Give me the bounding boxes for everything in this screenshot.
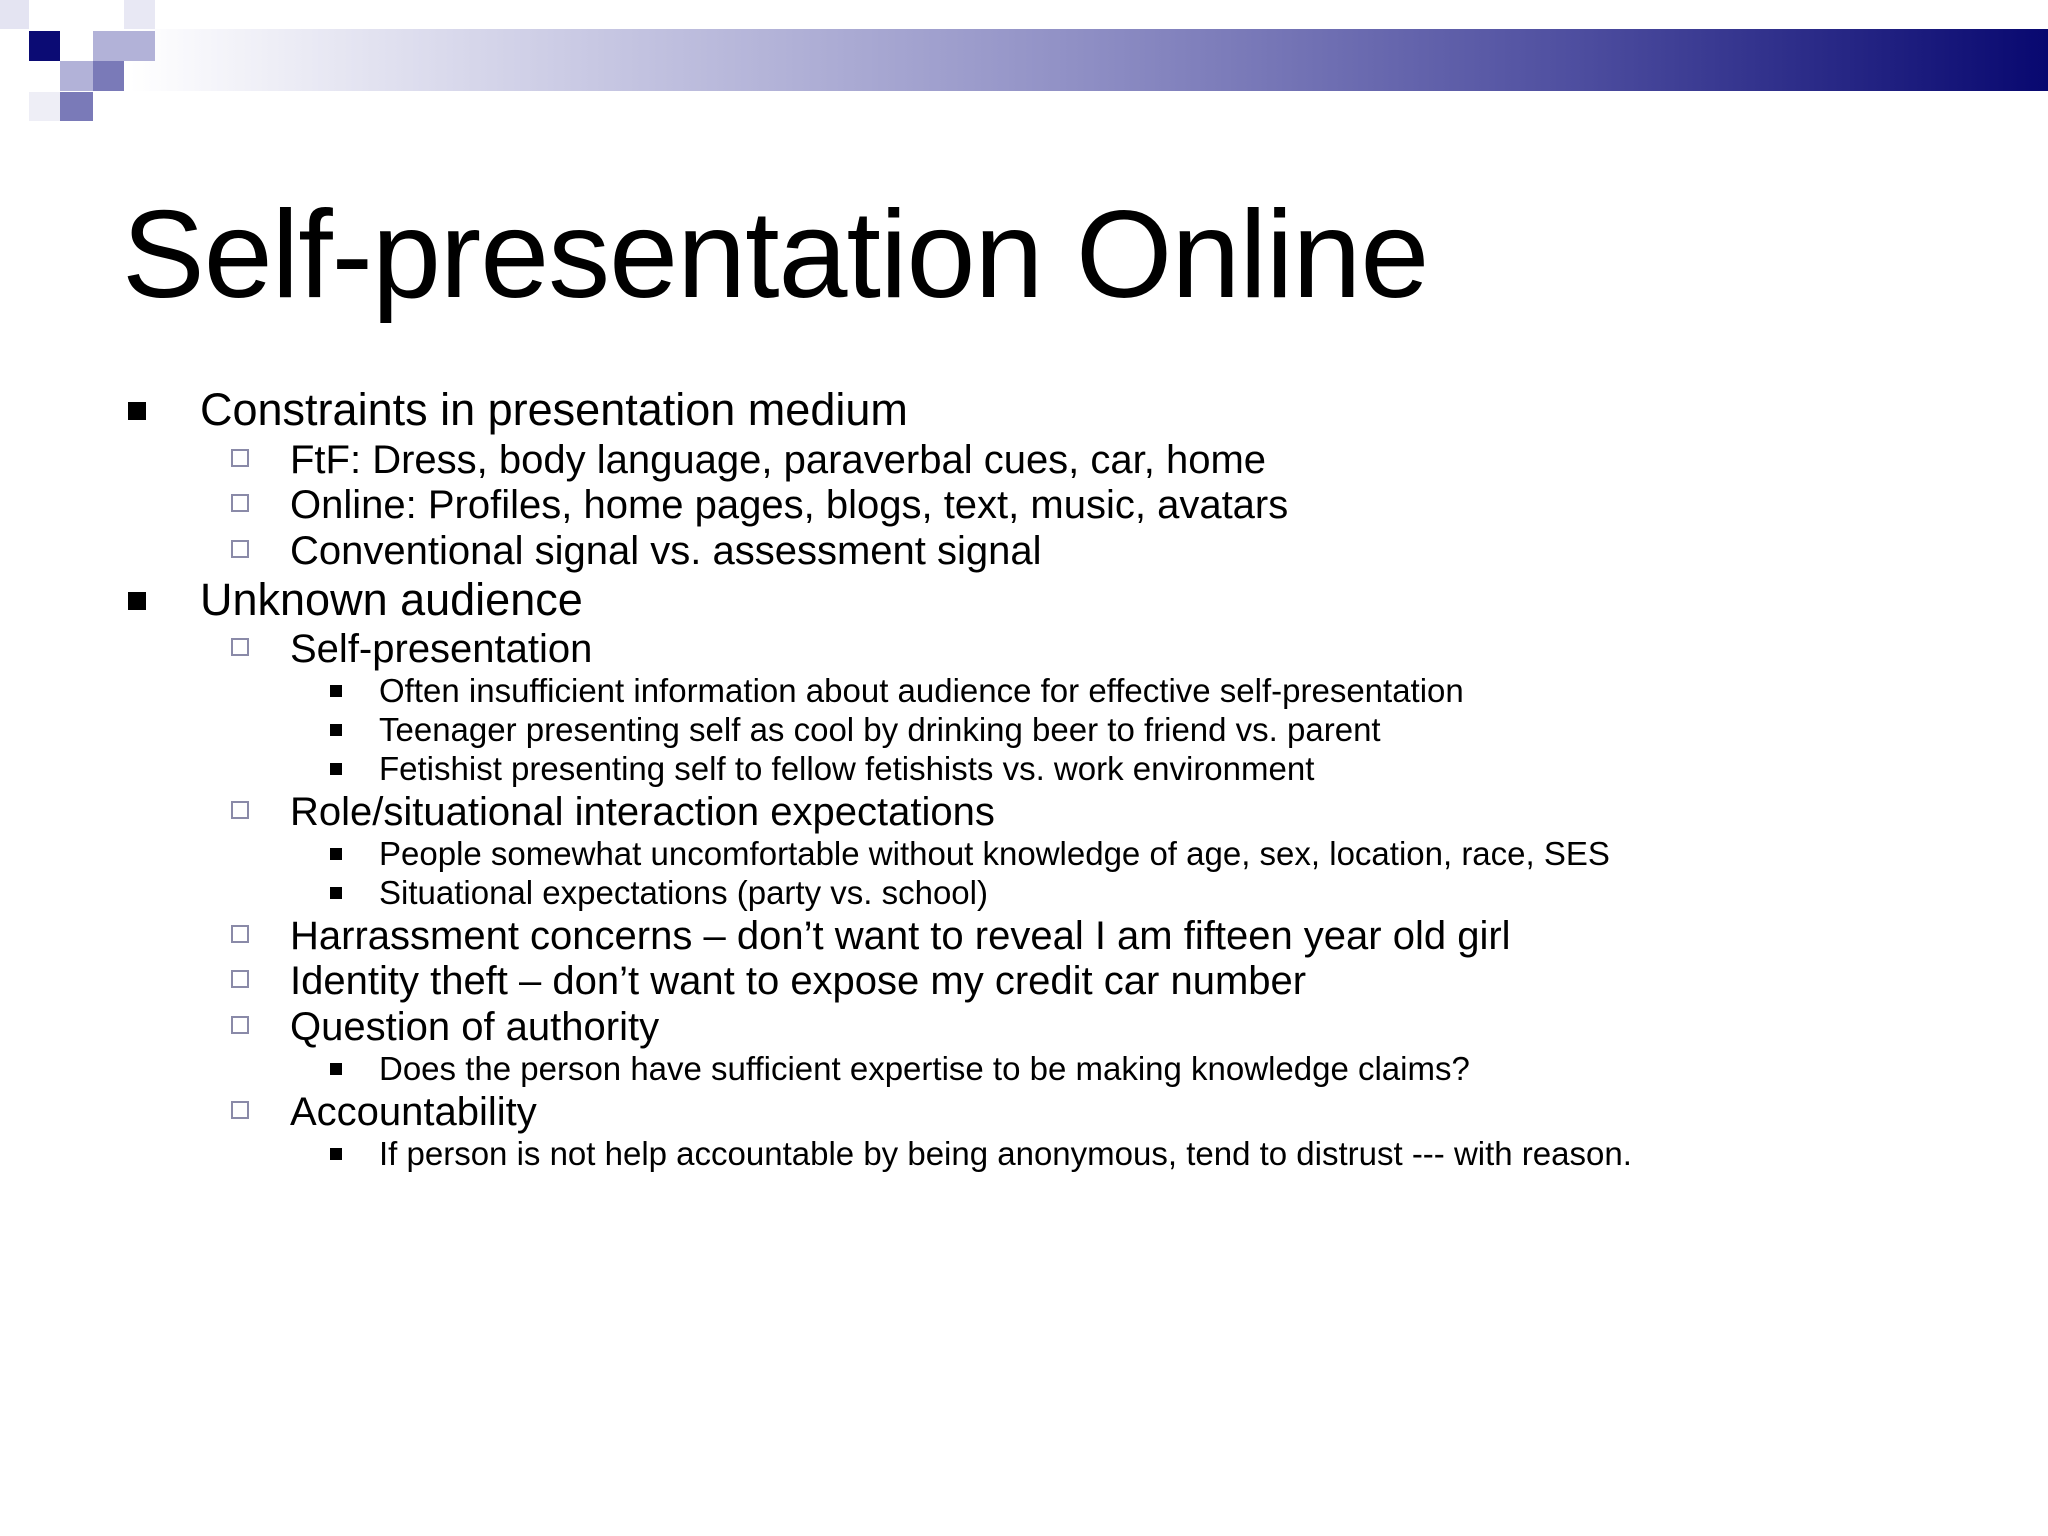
decor-square [0,0,29,29]
outline-item [290,958,1306,1004]
outline-item [379,1135,1632,1173]
outline-item-text: Harrassment concerns – don’t want to reveal I am fifteen year old girl [290,914,1511,958]
small-square-bullet-icon [330,848,342,860]
small-square-bullet-icon [330,763,342,775]
hollow-square-bullet-icon [231,494,249,512]
outline-item [290,482,1288,528]
small-square-bullet-icon [330,724,342,736]
hollow-square-bullet-icon [231,540,249,558]
hollow-square-bullet-icon [231,1101,249,1119]
outline-item [290,626,592,672]
hollow-square-bullet-icon [231,1016,249,1034]
filled-square-bullet-icon [128,402,146,420]
outline-item [379,835,1610,873]
outline-item [379,1050,1470,1088]
decor-square [29,31,60,61]
decor-square [93,31,155,61]
outline-item-text: Does the person have sufficient expertise to be making knowledge claims? [379,1050,1470,1087]
decor-square [93,61,124,91]
decor-square [60,61,93,91]
outline-item [290,1004,659,1050]
outline-item [290,789,995,835]
outline-item-text: Situational expectations (party vs. school) [379,874,988,911]
slide-title: Self-presentation Online [122,186,1429,324]
hollow-square-bullet-icon [231,925,249,943]
outline-item-text: If person is not help accountable by being anonymous, tend to distrust --- with reason. [379,1135,1632,1172]
outline-item [379,711,1381,749]
outline-item-text: Accountability [290,1090,537,1134]
outline-item [379,672,1464,710]
outline-item-text: Self-presentation [290,627,593,671]
outline-item-text: Online: Profiles, home pages, blogs, text, music, avatars [290,483,1289,527]
outline-item [290,528,1042,574]
decor-square [29,92,60,121]
outline-item [379,750,1314,788]
outline-item [290,1089,537,1135]
outline-item [379,874,988,912]
outline-item-text: Role/situational interaction expectations [290,790,995,834]
hollow-square-bullet-icon [231,638,249,656]
header-gradient-band [130,29,2048,91]
small-square-bullet-icon [330,1063,342,1075]
outline-item [200,384,908,436]
outline-item-text: Conventional signal vs. assessment signal [290,529,1042,573]
outline-item-text: Unknown audience [200,574,583,625]
outline-item [290,437,1266,483]
outline-item-text: Identity theft – don’t want to expose my credit car number [290,959,1307,1003]
outline-item-text: Often insufficient information about audience for effective self-presentation [379,672,1464,709]
hollow-square-bullet-icon [231,801,249,819]
outline-item-text: Constraints in presentation medium [200,384,908,435]
decor-square [124,0,155,29]
small-square-bullet-icon [330,887,342,899]
outline-item-text: FtF: Dress, body language, paraverbal cues, car, home [290,438,1267,482]
outline-item [290,913,1511,959]
filled-square-bullet-icon [128,592,146,610]
outline-item-text: Fetishist presenting self to fellow fetishists vs. work environment [379,750,1315,787]
small-square-bullet-icon [330,1148,342,1160]
outline-item-text: Question of authority [290,1005,660,1049]
outline-item [200,574,583,626]
outline-item-text: People somewhat uncomfortable without knowledge of age, sex, location, race, SES [379,835,1610,872]
hollow-square-bullet-icon [231,970,249,988]
hollow-square-bullet-icon [231,449,249,467]
outline-item-text: Teenager presenting self as cool by drinking beer to friend vs. parent [379,711,1381,748]
small-square-bullet-icon [330,685,342,697]
decor-square [60,92,93,121]
